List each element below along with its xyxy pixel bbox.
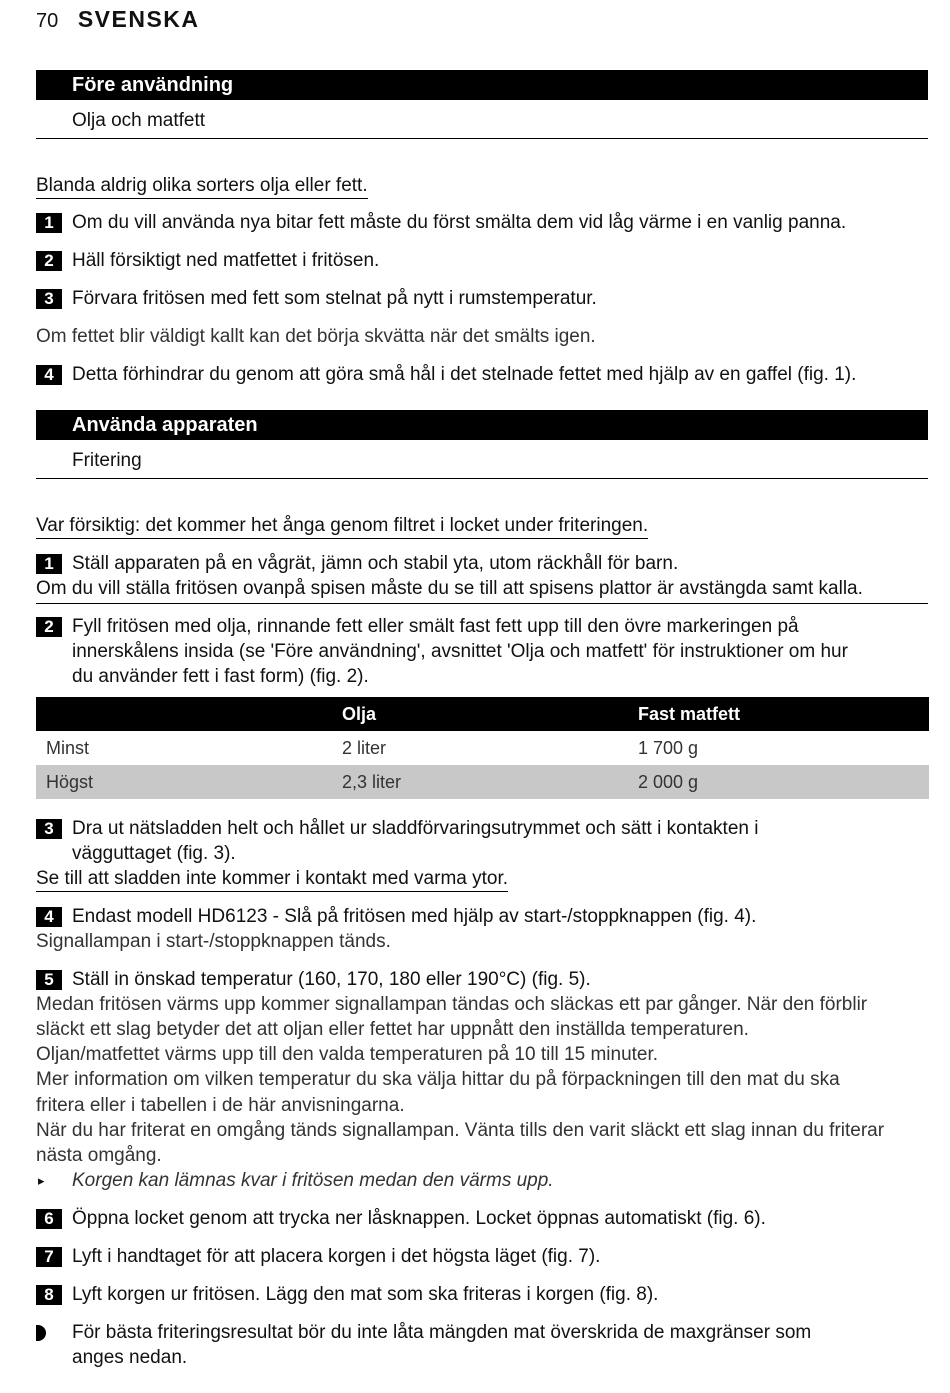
note-text: Om fettet blir väldigt kallt kan det börja skvätta när det smälts igen. <box>36 326 596 347</box>
note-text: Oljan/matfettet värms upp till den valda temperaturen på 10 till 15 minuter. <box>36 1044 659 1065</box>
step-text: Om du vill använda nya bitar fett måste du först smälta dem vid låg värme i en vanlig panna. <box>72 212 847 233</box>
quantity-table <box>36 697 929 799</box>
step-text-line: du använder fett i fast form) (fig. 2). <box>72 666 369 687</box>
step-text-line: Fyll fritösen med olja, rinnande fett eller smält fast fett upp till den övre markeringen på <box>72 616 799 637</box>
divider <box>36 603 928 604</box>
page-header <box>36 7 200 34</box>
subsection-heading-frying: Fritering <box>36 442 928 479</box>
step-item <box>36 286 930 311</box>
step-item <box>36 816 930 866</box>
table-row <box>36 731 929 765</box>
table-header-cell: Fast matfett <box>628 697 929 731</box>
step-item <box>36 614 930 689</box>
step-item <box>36 551 930 576</box>
triangle-bullet-icon: ▸ <box>38 1173 45 1188</box>
table-header-row <box>36 697 929 731</box>
warning-underlined: Blanda aldrig olika sorters olja eller fett. <box>36 175 368 199</box>
warning-text <box>36 866 508 891</box>
step-number: 8 <box>36 1285 62 1305</box>
step-text-line: innerskålens insida (se 'Före användning', avsnittet 'Olja och matfett' för instruktioner om hur <box>72 641 848 662</box>
subsection-heading-oil: Olja och matfett <box>36 102 928 139</box>
step-text: Ställ apparaten på en vågrät, jämn och stabil yta, utom räckhåll för barn. <box>72 553 679 574</box>
note-text: nästa omgång. <box>36 1145 162 1166</box>
table-header-cell <box>36 697 332 731</box>
note-line: För bästa friteringsresultat bör du inte låta mängden mat överskrida de maxgränser som <box>72 1322 812 1343</box>
step-item <box>36 1244 930 1269</box>
note-text: Medan fritösen värms upp kommer signallampan tändas och släckas ett par gånger. När den förblir <box>36 994 868 1015</box>
step-number: 2 <box>36 617 62 637</box>
step-text: Lyft i handtaget för att placera korgen i det högsta läget (fig. 7). <box>72 1246 601 1267</box>
step-text: Lyft korgen ur fritösen. Lägg den mat som ska friteras i korgen (fig. 8). <box>72 1284 659 1305</box>
table-header-cell: Olja <box>332 697 628 731</box>
table-cell: Högst <box>36 765 332 799</box>
note-text: släckt ett slag betyder det att oljan eller fettet har uppnått den inställda temperaturen. <box>36 1019 749 1040</box>
section-heading-using: Använda apparaten <box>36 410 928 440</box>
step-number: 3 <box>36 819 62 839</box>
step-number: 3 <box>36 289 62 309</box>
step-number: 1 <box>36 554 62 574</box>
note-line: anges nedan. <box>72 1347 188 1368</box>
table-cell: Minst <box>46 737 90 758</box>
table-cell: 2,3 liter <box>332 765 628 799</box>
step-number: 6 <box>36 1209 62 1229</box>
note-text: När du har friterat en omgång tänds signallampan. Vänta tills den varit släckt ett slag innan du friterar <box>36 1120 885 1141</box>
step-item <box>36 210 930 235</box>
step-text: Detta förhindrar du genom att göra små hål i det stelnade fettet med hjälp av en gaffel (fig. 1). <box>72 364 857 385</box>
page-number: 70 <box>36 10 59 32</box>
step-item <box>36 1206 930 1231</box>
step-item <box>36 904 930 929</box>
step-text: Endast modell HD6123 - Slå på fritösen med hjälp av start-/stoppknappen (fig. 4). <box>72 906 757 927</box>
step-text: Öppna locket genom att trycka ner låsknappen. Locket öppnas automatiskt (fig. 6). <box>72 1208 766 1229</box>
step-item <box>36 362 930 387</box>
step-number: 4 <box>36 907 62 927</box>
step-number: 5 <box>36 970 62 990</box>
step-number: 7 <box>36 1247 62 1267</box>
table-cell: 2 000 g <box>628 765 929 799</box>
warning-text <box>36 513 648 538</box>
step-text-line: Dra ut nätsladden helt och hållet ur sladdförvaringsutrymmet och sätt i kontakten i <box>72 818 759 839</box>
step-number: 1 <box>36 213 62 233</box>
warning-text: Om du vill ställa fritösen ovanpå spisen måste du se till att spisens plattor är avstängda samt kalla. <box>36 578 863 599</box>
note-text: fritera eller i tabellen i de här anvisningarna. <box>36 1095 405 1116</box>
table-cell: 1 700 g <box>638 737 699 758</box>
step-text: Häll försiktigt ned matfettet i fritösen. <box>72 250 380 271</box>
tip-text: Korgen kan lämnas kvar i fritösen medan den värms upp. <box>72 1170 554 1191</box>
step-number: 2 <box>36 251 62 271</box>
language-title: SVENSKA <box>77 6 200 32</box>
warning-underlined: Se till att sladden inte kommer i kontakt med varma ytor. <box>36 868 508 892</box>
step-item <box>36 1282 930 1307</box>
step-item <box>36 248 930 273</box>
step-text: Förvara fritösen med fett som stelnat på nytt i rumstemperatur. <box>72 288 597 309</box>
step-text-line: vägguttaget (fig. 3). <box>72 843 236 864</box>
table-row <box>36 765 929 799</box>
step-item <box>36 967 930 992</box>
table-cell: 2 liter <box>342 737 387 758</box>
note-text: Signallampan i start-/stoppknappen tänds. <box>36 931 391 952</box>
step-text: Ställ in önskad temperatur (160, 170, 180 eller 190°C) (fig. 5). <box>72 969 591 990</box>
warning-underlined: Var försiktig: det kommer het ånga genom filtret i locket under friteringen. <box>36 515 648 539</box>
final-note <box>36 1320 930 1370</box>
warning-text <box>36 173 368 198</box>
note-text: Mer information om vilken temperatur du ska välja hittar du på förpackningen till den mat du ska <box>36 1069 840 1090</box>
section-heading-before-use: Före användning <box>36 70 928 100</box>
step-number: 4 <box>36 365 62 385</box>
